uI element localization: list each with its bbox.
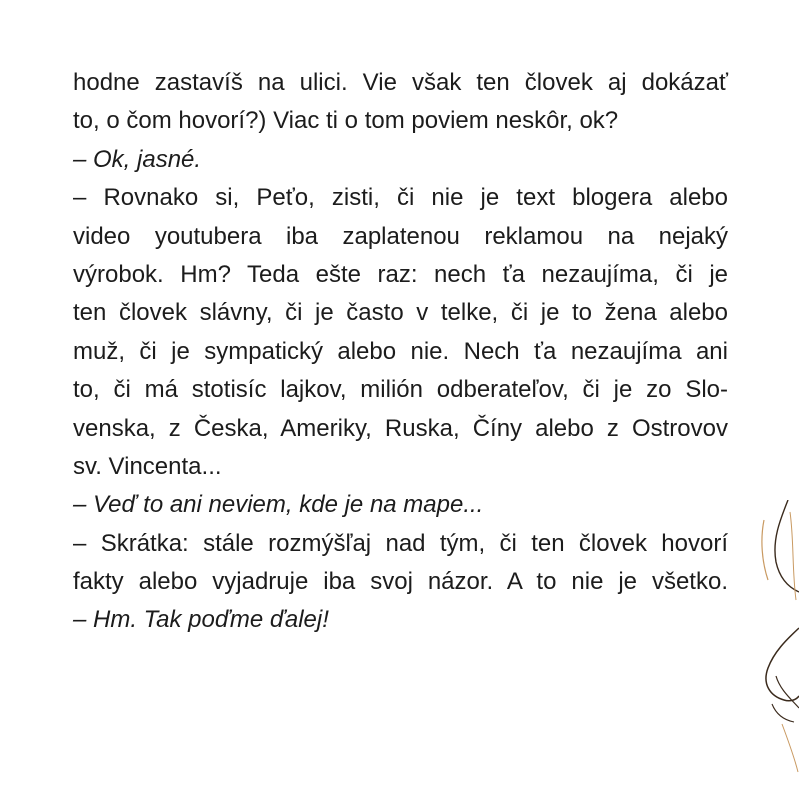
page-text [73, 64, 728, 640]
text-line-10: venska, z Česka, Ameriky, Ruska, Číny alebo z Ostrovov [73, 414, 728, 442]
text-line-1: hodne zastavíš na ulici. Vie však ten človek aj dokázať [73, 69, 728, 96]
text-line-2: to, o čom hovorí?) Viac ti o tom poviem neskôr, ok? [73, 107, 619, 135]
dialogue-line-1: – Ok, jasné. [73, 145, 202, 173]
dialogue-line-2: – Veď to ani neviem, kde je na mape... [73, 491, 484, 519]
sketch-stroke [775, 500, 799, 592]
text-line-6: výrobok. Hm? Teda ešte raz: nech ťa nezaujíma, či je [73, 260, 728, 288]
text-line-4: – Rovnako si, Peťo, zisti, či nie je text blogera alebo [73, 184, 728, 212]
sketch-stroke [772, 704, 794, 722]
sketch-illustration [750, 500, 799, 800]
sketch-accent [782, 724, 798, 772]
text-line-7: ten človek slávny, či je často v telke, či je to žena alebo [73, 299, 728, 327]
sketch-stroke [776, 676, 799, 708]
sketch-accent [762, 520, 768, 580]
text-line-5: video youtubera iba zaplatenou reklamou na nejaký [73, 222, 728, 250]
text-line-11: sv. Vincenta... [73, 452, 222, 480]
dialogue-line-3: – Hm. Tak poďme ďalej! [73, 606, 329, 634]
text-line-14: fakty alebo vyjadruje iba svoj názor. A to nie je všetko. [73, 568, 728, 596]
text-line-8: muž, či je sympatický alebo nie. Nech ťa nezaujíma ani [73, 337, 728, 365]
text-line-9: to, či má stotisíc lajkov, milión odberateľov, či je zo Slo- [73, 376, 728, 404]
text-line-13: – Skrátka: stále rozmýšľaj nad tým, či ten človek hovorí [73, 529, 728, 557]
